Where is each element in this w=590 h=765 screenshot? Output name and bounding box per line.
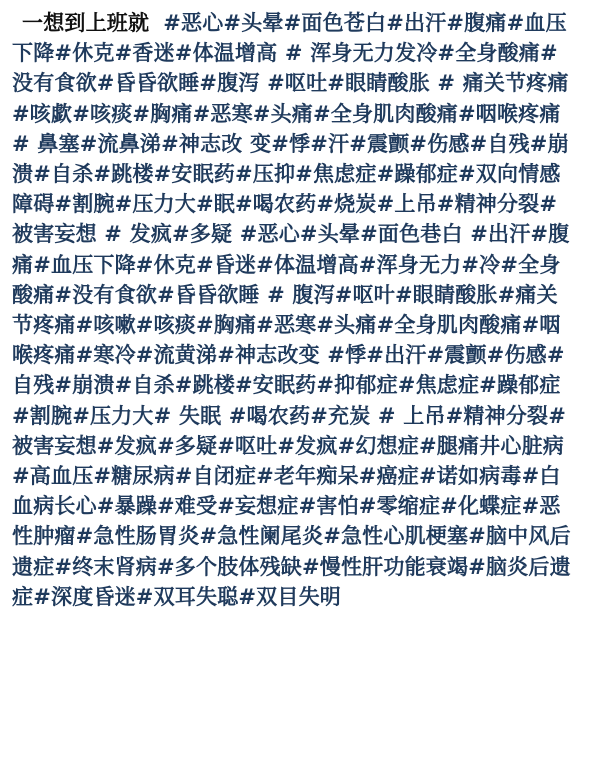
post-text-block — [12, 8, 578, 612]
post-title: 一想到上班就 — [22, 11, 150, 35]
hashtag-text: #恶心#头晕#面色苍白#出汗#腹痛#血压下降#休克#香迷#体温增高 # 浑身无力发冷#全身酸痛#没有食欲#昏昏欲睡#腹泻 #呕吐#眼睛酸胀 # 痛关节疼痛 #咳歔#咳痰#胸痛#恶寒#头痛#全身肌肉酸痛#咽喉疼痛 # 鼻塞#流鼻涕#神志改 变#悸#汗#震颤#伤感#自残#崩溃#自杀#跳楼#安眠药#压抑#焦虑症#躁郁症#双向情感障碍#割腕#压力大#眠#喝农药#烧炭#上吊#精神分裂#被害妄想 # 发疯#多疑 #恶心#头晕#面色巷白 #出汗#腹痛#血压下降#休克#昏迷#体温增高#浑身无力#冷#全身酸痛#没有食欲#昏昏欲睡 # 腹泻#呕叶#眼睛酸胀#痛关节疼痛#咳嗽#咳痰#胸痛#恶寒#头痛#全身肌肉酸痛#咽喉疼痛#寒冷#流黄涕#神志改变 #悸#出汗#震颤#伤感#自残#崩溃#自杀#跳楼#安眠药#抑郁症#焦虑症#躁郁症 #割腕#压力大# 失眠 #喝农药#充炭 # 上吊#精神分裂#被害妄想#发疯#多疑#呕吐#发疯#幻想症#腿痛井心脏病#高血压#糖尿病#自闭症#老年痴呆#癌症#诺如病毒#白血病长心#暴躁#难受#妄想症#害怕#零缩症#化蝶症#恶性肿瘤#急性肠胃炎#急性阑尾炎#急性心肌梗塞#脑中风后遗症#终末肾病#多个肢体残缺#慢性肝功能衰竭#脑炎后遗症#深度昏迷#双耳失聪#双目失明 — [12, 11, 571, 609]
